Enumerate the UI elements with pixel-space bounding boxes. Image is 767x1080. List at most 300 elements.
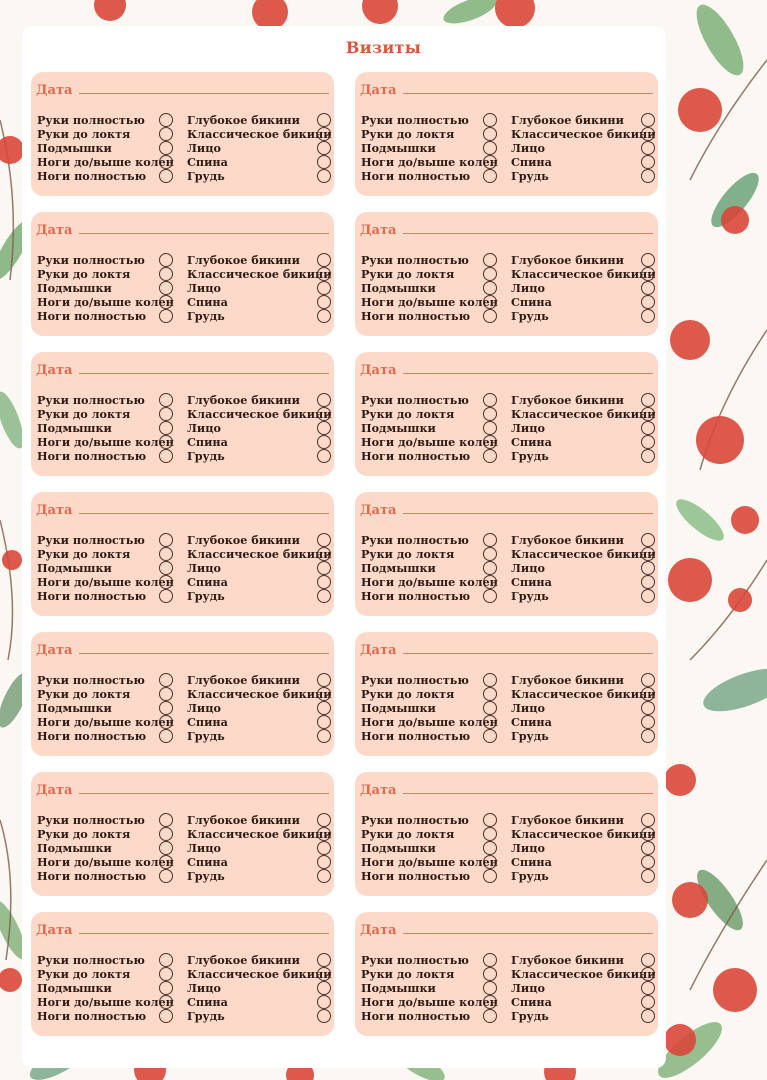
service-item (511, 869, 657, 883)
date-field[interactable] (79, 233, 329, 234)
service-checkbox[interactable] (317, 267, 331, 281)
service-item (187, 687, 333, 701)
service-label: Глубокое бикини (187, 813, 300, 827)
service-label: Подмышки (361, 561, 436, 575)
service-item (187, 407, 333, 421)
service-checkbox[interactable] (641, 127, 655, 141)
service-label: Грудь (511, 449, 549, 463)
service-checkbox[interactable] (159, 421, 173, 435)
service-checkbox[interactable] (317, 855, 331, 869)
service-item (361, 673, 499, 687)
service-checkbox[interactable] (483, 855, 497, 869)
service-label: Лицо (511, 981, 545, 995)
service-item (361, 729, 499, 743)
service-checkbox[interactable] (317, 393, 331, 407)
service-checkbox[interactable] (483, 673, 497, 687)
service-label: Подмышки (37, 841, 112, 855)
service-label: Спина (511, 855, 552, 869)
leaf (440, 0, 499, 29)
service-checkbox[interactable] (317, 561, 331, 575)
date-row (36, 83, 329, 99)
service-label: Руки до локтя (37, 267, 131, 281)
service-item (187, 827, 333, 841)
service-checkbox[interactable] (483, 715, 497, 729)
service-item (187, 547, 333, 561)
service-item (361, 953, 499, 967)
date-field[interactable] (79, 513, 329, 514)
service-label: Ноги полностью (361, 169, 471, 183)
service-checkbox[interactable] (641, 729, 655, 743)
date-label: Дата (36, 923, 73, 938)
service-item (511, 281, 657, 295)
service-item (37, 673, 175, 687)
service-label: Спина (187, 995, 228, 1009)
date-label: Дата (360, 783, 397, 798)
service-checkbox[interactable] (641, 393, 655, 407)
service-checkbox[interactable] (641, 827, 655, 841)
service-checkbox[interactable] (641, 169, 655, 183)
service-checkbox[interactable] (317, 281, 331, 295)
service-checkbox[interactable] (317, 155, 331, 169)
service-checkbox[interactable] (483, 827, 497, 841)
service-checkbox[interactable] (159, 141, 173, 155)
flower (721, 206, 749, 234)
service-item (361, 841, 499, 855)
leaf (671, 493, 730, 547)
service-label: Классическое бикини (511, 127, 656, 141)
service-checkbox[interactable] (159, 575, 173, 589)
service-item (361, 113, 499, 127)
service-label: Подмышки (361, 281, 436, 295)
service-item (37, 729, 175, 743)
service-checkbox[interactable] (483, 155, 497, 169)
service-item (511, 575, 657, 589)
service-checkbox[interactable] (641, 1009, 655, 1023)
service-checkbox[interactable] (159, 589, 173, 603)
service-checkbox[interactable] (159, 253, 173, 267)
service-label: Грудь (187, 169, 225, 183)
service-checkbox[interactable] (159, 281, 173, 295)
visits-grid (31, 72, 658, 1036)
service-checkbox[interactable] (641, 295, 655, 309)
service-checkbox[interactable] (483, 141, 497, 155)
service-checkbox[interactable] (641, 813, 655, 827)
service-checkbox[interactable] (317, 1009, 331, 1023)
service-checkbox[interactable] (317, 981, 331, 995)
service-checkbox[interactable] (317, 309, 331, 323)
service-label: Лицо (187, 561, 221, 575)
service-item (187, 253, 333, 267)
service-checkbox[interactable] (641, 715, 655, 729)
date-row (36, 363, 329, 379)
service-item (37, 421, 175, 435)
date-label: Дата (36, 363, 73, 378)
service-checkbox[interactable] (641, 967, 655, 981)
service-checkbox[interactable] (483, 281, 497, 295)
service-item (187, 855, 333, 869)
service-checkbox[interactable] (159, 827, 173, 841)
service-checkbox[interactable] (483, 169, 497, 183)
service-item (361, 267, 499, 281)
service-checkbox[interactable] (641, 533, 655, 547)
page-title: Визиты (345, 38, 422, 57)
service-checkbox[interactable] (317, 113, 331, 127)
flower (713, 968, 757, 1012)
service-label: Подмышки (361, 841, 436, 855)
service-checkbox[interactable] (483, 407, 497, 421)
date-field[interactable] (403, 233, 653, 234)
date-field[interactable] (403, 513, 653, 514)
service-item (37, 687, 175, 701)
flower (664, 1024, 696, 1056)
service-label: Ноги до/выше колен (37, 995, 174, 1009)
service-checkbox[interactable] (641, 981, 655, 995)
service-label: Грудь (187, 869, 225, 883)
service-checkbox[interactable] (483, 113, 497, 127)
flower (0, 968, 22, 992)
service-checkbox[interactable] (641, 407, 655, 421)
service-label: Подмышки (37, 421, 112, 435)
service-checkbox[interactable] (317, 407, 331, 421)
service-label: Руки полностью (37, 253, 145, 267)
service-checkbox[interactable] (641, 309, 655, 323)
service-checkbox[interactable] (641, 155, 655, 169)
service-checkbox[interactable] (317, 827, 331, 841)
service-checkbox[interactable] (317, 729, 331, 743)
service-checkbox[interactable] (483, 995, 497, 1009)
service-label: Ноги до/выше колен (37, 715, 174, 729)
service-checkbox[interactable] (641, 141, 655, 155)
date-label: Дата (360, 223, 397, 238)
service-checkbox[interactable] (317, 841, 331, 855)
service-checkbox[interactable] (159, 715, 173, 729)
flower (495, 0, 535, 28)
service-item (511, 953, 657, 967)
service-item (37, 547, 175, 561)
service-checkbox[interactable] (641, 589, 655, 603)
service-checkbox[interactable] (483, 561, 497, 575)
service-checkbox[interactable] (317, 715, 331, 729)
service-label: Лицо (187, 981, 221, 995)
service-checkbox[interactable] (159, 561, 173, 575)
service-item (511, 827, 657, 841)
service-checkbox[interactable] (317, 547, 331, 561)
date-row (360, 783, 653, 799)
service-label: Спина (511, 715, 552, 729)
service-label: Ноги до/выше колен (361, 995, 498, 1009)
service-checkbox[interactable] (641, 435, 655, 449)
service-label: Руки полностью (37, 113, 145, 127)
service-checkbox[interactable] (317, 533, 331, 547)
service-item (361, 869, 499, 883)
service-label: Глубокое бикини (187, 673, 300, 687)
service-checkbox[interactable] (483, 687, 497, 701)
service-item (511, 421, 657, 435)
service-checkbox[interactable] (483, 953, 497, 967)
service-checkbox[interactable] (641, 701, 655, 715)
service-label: Классическое бикини (511, 267, 656, 281)
service-checkbox[interactable] (483, 729, 497, 743)
service-item (511, 673, 657, 687)
service-checkbox[interactable] (641, 267, 655, 281)
service-label: Лицо (511, 701, 545, 715)
service-item (361, 687, 499, 701)
service-checkbox[interactable] (483, 449, 497, 463)
service-label: Грудь (511, 869, 549, 883)
service-label: Ноги полностью (361, 869, 471, 883)
service-checkbox[interactable] (317, 995, 331, 1009)
service-label: Глубокое бикини (187, 113, 300, 127)
service-label: Лицо (187, 841, 221, 855)
service-label: Руки до локтя (37, 967, 131, 981)
date-label: Дата (360, 363, 397, 378)
service-item (37, 827, 175, 841)
service-label: Глубокое бикини (187, 533, 300, 547)
service-checkbox[interactable] (159, 967, 173, 981)
service-checkbox[interactable] (317, 435, 331, 449)
service-checkbox[interactable] (159, 673, 173, 687)
service-checkbox[interactable] (317, 421, 331, 435)
service-checkbox[interactable] (483, 981, 497, 995)
service-checkbox[interactable] (641, 953, 655, 967)
service-checkbox[interactable] (159, 449, 173, 463)
date-label: Дата (36, 83, 73, 98)
service-label: Ноги полностью (361, 589, 471, 603)
service-item (361, 547, 499, 561)
date-field[interactable] (403, 933, 653, 934)
service-checkbox[interactable] (641, 687, 655, 701)
service-item (511, 393, 657, 407)
visit-card (31, 492, 334, 616)
service-item (187, 421, 333, 435)
service-checkbox[interactable] (483, 701, 497, 715)
service-item (361, 701, 499, 715)
service-checkbox[interactable] (317, 953, 331, 967)
service-checkbox[interactable] (483, 127, 497, 141)
service-label: Руки до локтя (361, 267, 455, 281)
service-item (361, 981, 499, 995)
service-checkbox[interactable] (317, 687, 331, 701)
service-checkbox[interactable] (483, 589, 497, 603)
service-checkbox[interactable] (159, 393, 173, 407)
service-checkbox[interactable] (317, 575, 331, 589)
service-checkbox[interactable] (483, 435, 497, 449)
service-label: Ноги полностью (361, 1009, 471, 1023)
service-label: Ноги полностью (37, 309, 147, 323)
service-label: Руки полностью (361, 253, 469, 267)
service-checkbox[interactable] (483, 869, 497, 883)
service-checkbox[interactable] (317, 967, 331, 981)
date-field[interactable] (79, 793, 329, 794)
service-checkbox[interactable] (317, 869, 331, 883)
service-label: Лицо (187, 281, 221, 295)
service-checkbox[interactable] (159, 813, 173, 827)
service-item (511, 449, 657, 463)
visit-card (355, 72, 658, 196)
service-checkbox[interactable] (483, 547, 497, 561)
service-checkbox[interactable] (317, 589, 331, 603)
service-label: Ноги полностью (361, 309, 471, 323)
service-checkbox[interactable] (641, 561, 655, 575)
service-checkbox[interactable] (159, 855, 173, 869)
visit-card (31, 632, 334, 756)
service-checkbox[interactable] (483, 1009, 497, 1023)
service-label: Руки полностью (361, 393, 469, 407)
service-item (187, 575, 333, 589)
service-checkbox[interactable] (641, 547, 655, 561)
service-item (511, 729, 657, 743)
service-item (361, 155, 499, 169)
flower (2, 550, 22, 570)
service-label: Глубокое бикини (187, 253, 300, 267)
service-checkbox[interactable] (159, 701, 173, 715)
service-checkbox[interactable] (641, 673, 655, 687)
service-checkbox[interactable] (317, 295, 331, 309)
service-label: Ноги полностью (37, 869, 147, 883)
service-checkbox[interactable] (159, 1009, 173, 1023)
service-label: Спина (511, 575, 552, 589)
service-checkbox[interactable] (159, 155, 173, 169)
service-item (187, 127, 333, 141)
service-checkbox[interactable] (317, 127, 331, 141)
service-checkbox[interactable] (483, 575, 497, 589)
service-item (37, 393, 175, 407)
date-label: Дата (36, 223, 73, 238)
visit-card (355, 632, 658, 756)
service-checkbox[interactable] (317, 253, 331, 267)
service-item (361, 407, 499, 421)
service-checkbox[interactable] (483, 309, 497, 323)
service-label: Ноги до/выше колен (37, 855, 174, 869)
service-checkbox[interactable] (317, 449, 331, 463)
service-item (511, 155, 657, 169)
service-checkbox[interactable] (641, 841, 655, 855)
service-checkbox[interactable] (159, 547, 173, 561)
date-label: Дата (36, 503, 73, 518)
service-checkbox[interactable] (159, 995, 173, 1009)
service-checkbox[interactable] (483, 967, 497, 981)
service-checkbox[interactable] (641, 113, 655, 127)
date-field[interactable] (79, 93, 329, 94)
service-checkbox[interactable] (641, 575, 655, 589)
service-checkbox[interactable] (159, 841, 173, 855)
date-field[interactable] (79, 373, 329, 374)
service-item (187, 953, 333, 967)
service-item (361, 295, 499, 309)
service-item (37, 561, 175, 575)
service-item (361, 393, 499, 407)
service-checkbox[interactable] (159, 407, 173, 421)
service-checkbox[interactable] (483, 421, 497, 435)
service-item (187, 1009, 333, 1023)
service-checkbox[interactable] (483, 253, 497, 267)
service-checkbox[interactable] (159, 869, 173, 883)
service-checkbox[interactable] (641, 995, 655, 1009)
date-field[interactable] (79, 653, 329, 654)
service-checkbox[interactable] (317, 813, 331, 827)
service-label: Подмышки (361, 141, 436, 155)
date-row (36, 223, 329, 239)
service-checkbox[interactable] (641, 855, 655, 869)
service-checkbox[interactable] (641, 281, 655, 295)
service-checkbox[interactable] (159, 309, 173, 323)
service-label: Спина (187, 155, 228, 169)
service-item (187, 715, 333, 729)
service-checkbox[interactable] (159, 267, 173, 281)
service-checkbox[interactable] (483, 295, 497, 309)
service-item (187, 533, 333, 547)
service-item (187, 155, 333, 169)
service-item (361, 127, 499, 141)
service-checkbox[interactable] (159, 435, 173, 449)
date-field[interactable] (403, 93, 653, 94)
service-item (511, 967, 657, 981)
flower (678, 88, 722, 132)
service-checkbox[interactable] (317, 141, 331, 155)
service-item (511, 995, 657, 1009)
date-field[interactable] (403, 653, 653, 654)
service-label: Классическое бикини (187, 827, 332, 841)
service-checkbox[interactable] (483, 813, 497, 827)
service-checkbox[interactable] (483, 841, 497, 855)
service-checkbox[interactable] (317, 169, 331, 183)
service-item (37, 449, 175, 463)
service-item (511, 981, 657, 995)
service-checkbox[interactable] (159, 687, 173, 701)
service-checkbox[interactable] (641, 449, 655, 463)
service-label: Руки полностью (37, 673, 145, 687)
service-item (511, 141, 657, 155)
service-checkbox[interactable] (159, 981, 173, 995)
service-label: Ноги полностью (37, 729, 147, 743)
service-label: Ноги до/выше колен (361, 575, 498, 589)
service-item (511, 855, 657, 869)
service-checkbox[interactable] (641, 421, 655, 435)
service-checkbox[interactable] (159, 295, 173, 309)
service-item (187, 295, 333, 309)
service-item (361, 855, 499, 869)
date-row (36, 643, 329, 659)
visit-card (31, 352, 334, 476)
date-field[interactable] (403, 373, 653, 374)
service-checkbox[interactable] (159, 953, 173, 967)
service-checkbox[interactable] (317, 673, 331, 687)
service-item (37, 407, 175, 421)
service-checkbox[interactable] (159, 533, 173, 547)
service-checkbox[interactable] (483, 533, 497, 547)
service-checkbox[interactable] (483, 267, 497, 281)
service-item (511, 547, 657, 561)
service-checkbox[interactable] (159, 729, 173, 743)
service-checkbox[interactable] (317, 701, 331, 715)
service-checkbox[interactable] (641, 253, 655, 267)
flower (668, 558, 712, 602)
service-checkbox[interactable] (159, 113, 173, 127)
date-field[interactable] (79, 933, 329, 934)
service-checkbox[interactable] (483, 393, 497, 407)
service-label: Классическое бикини (187, 127, 332, 141)
service-label: Ноги полностью (37, 1009, 147, 1023)
service-checkbox[interactable] (159, 127, 173, 141)
service-checkbox[interactable] (641, 869, 655, 883)
service-item (361, 309, 499, 323)
date-field[interactable] (403, 793, 653, 794)
service-item (187, 393, 333, 407)
service-checkbox[interactable] (159, 169, 173, 183)
service-label: Руки полностью (361, 113, 469, 127)
service-item (361, 421, 499, 435)
leaf (698, 660, 767, 720)
